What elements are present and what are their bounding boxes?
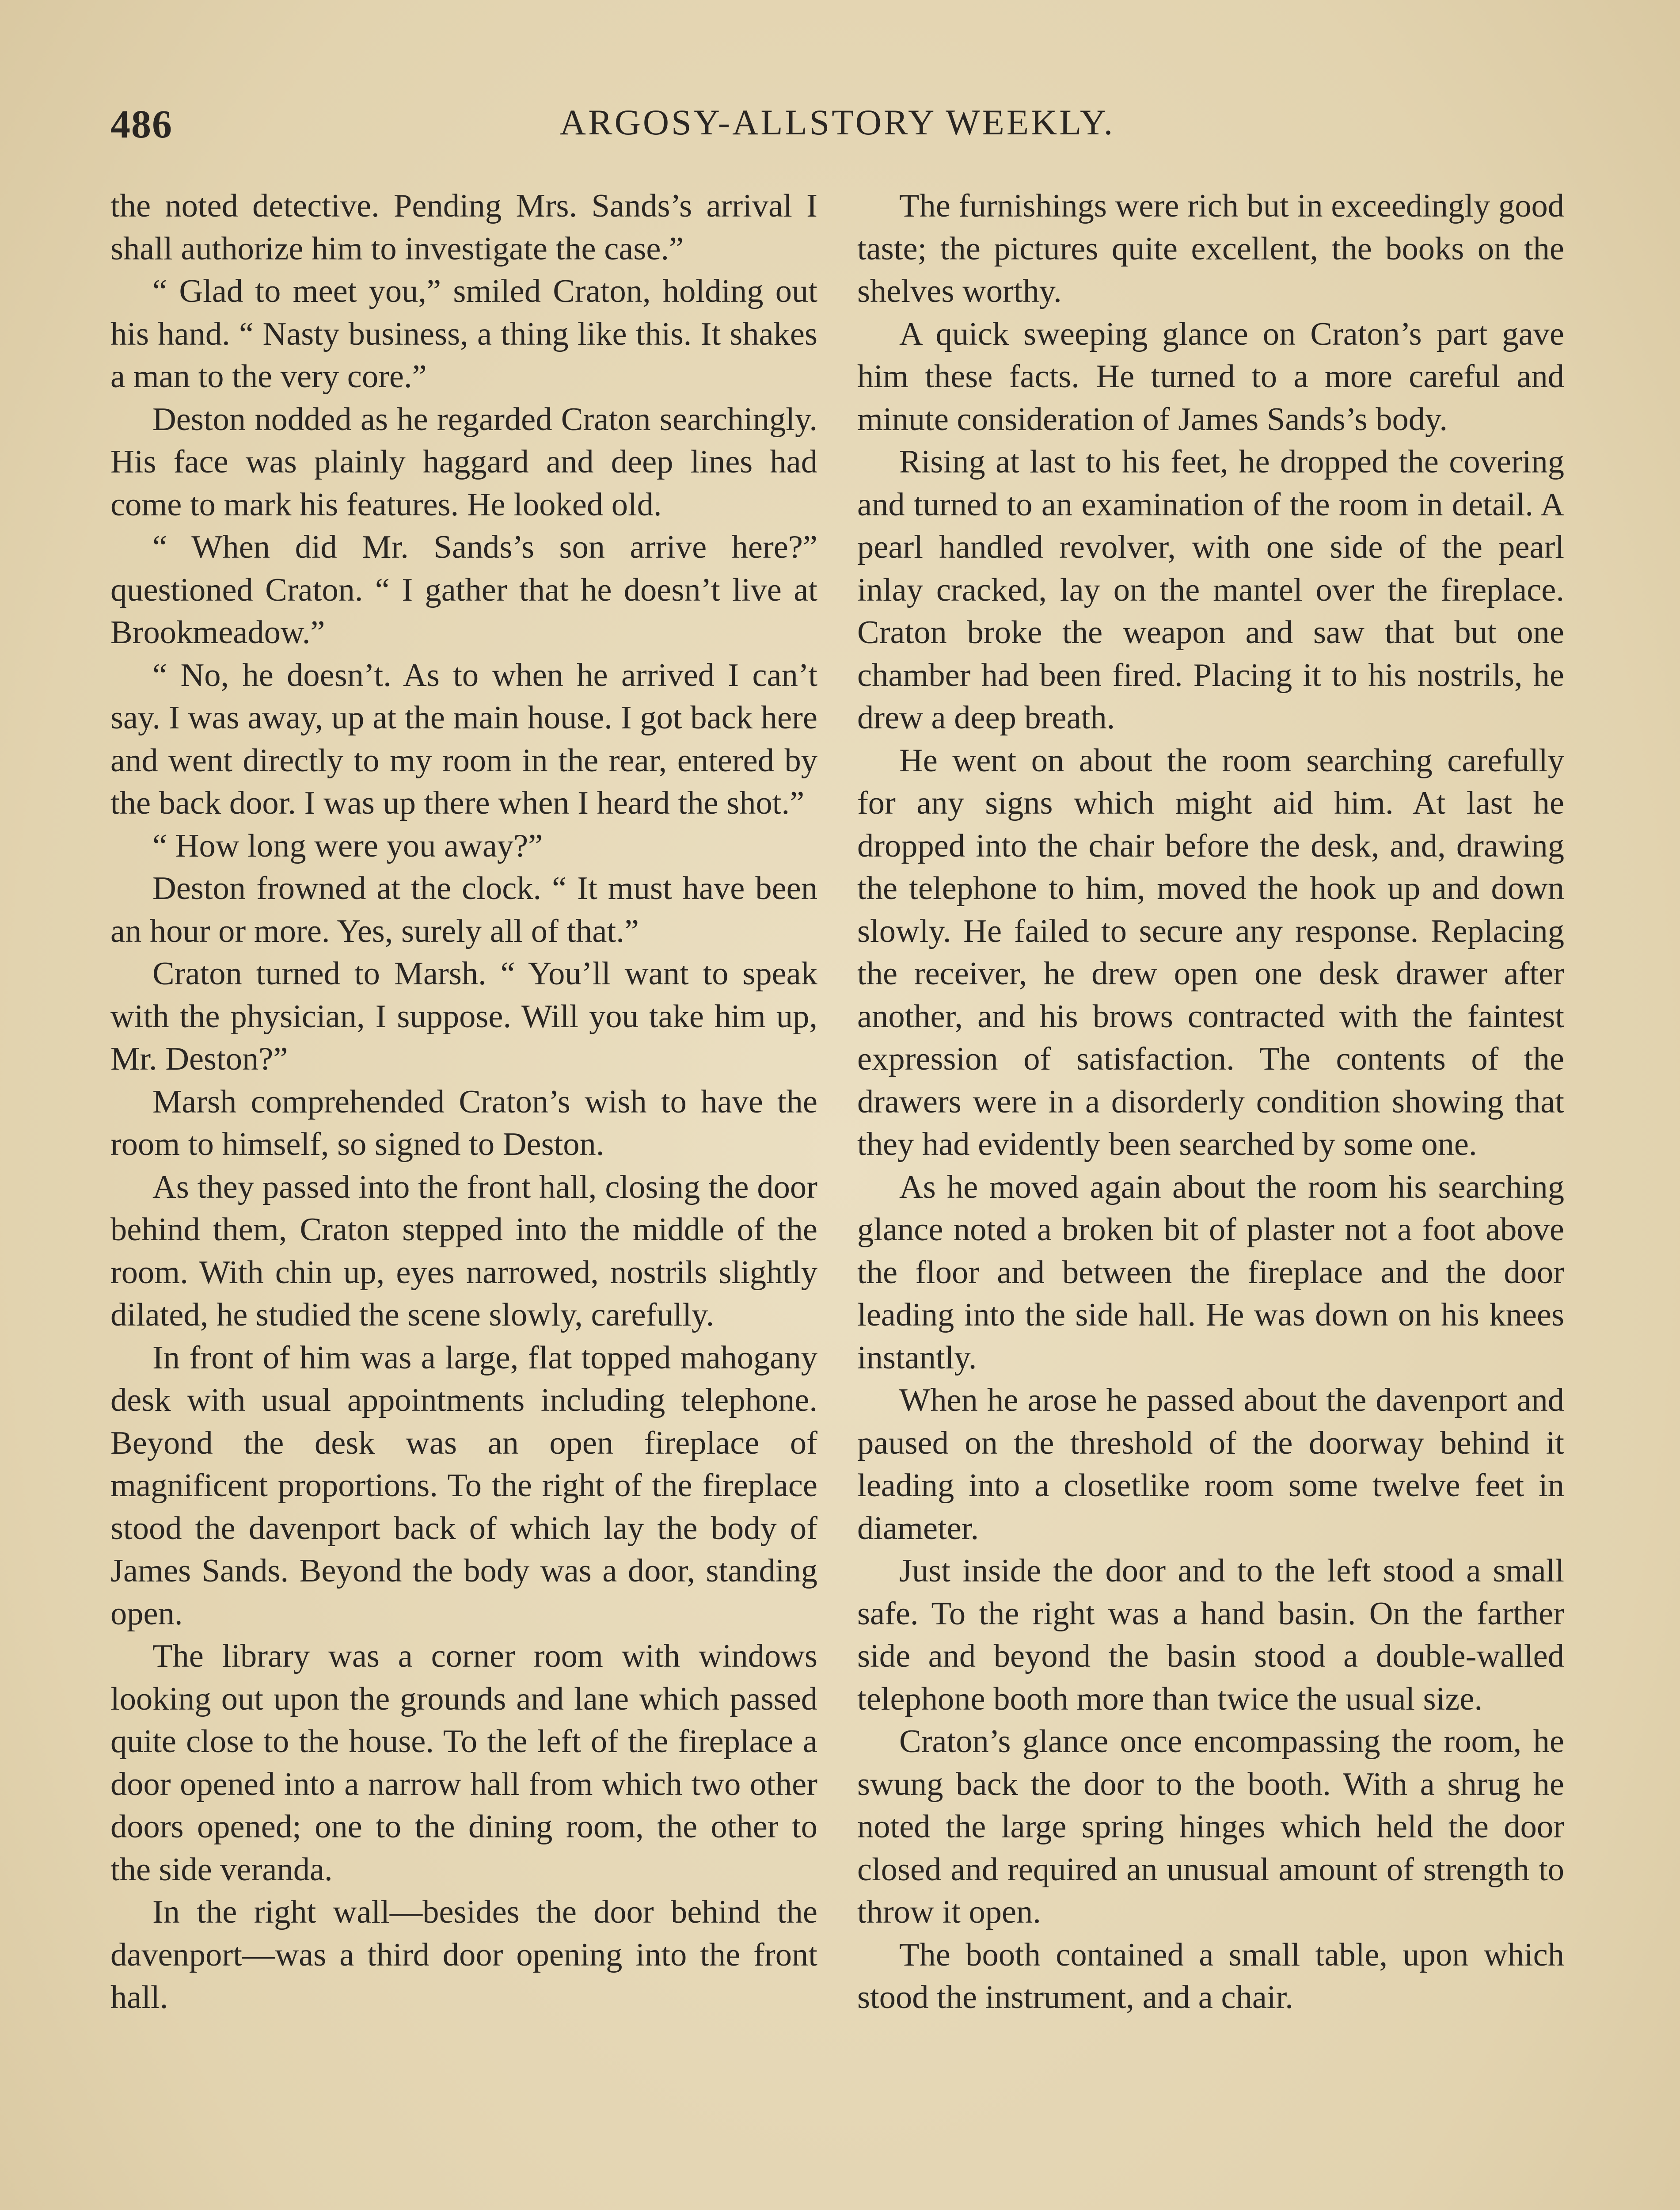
paragraph: The library was a corner room with windows looking out upon the grounds and lane which passed quite close to the house. To the left of the fireplace a door opened into a narrow hall from which two other doors opened; one to the dining room, the other to the side veranda.	[110, 1638, 817, 1888]
text-column-left	[110, 185, 817, 2210]
running-head: ARGOSY-ALLSTORY WEEKLY.	[559, 102, 1115, 142]
text-column-right	[857, 185, 1564, 2210]
paragraph: Deston nodded as he regarded Craton searchingly. His face was plainly haggard and deep lines had come to mark his features. He looked old.	[110, 401, 817, 523]
paragraph: In the right wall—besides the door behind the davenport—was a third door opening into the front hall.	[110, 1894, 817, 2016]
paragraph: A quick sweeping glance on Craton’s part gave him these facts. He turned to a more careful and minute consideration of James Sands’s body.	[857, 316, 1564, 438]
paragraph: the noted detective. Pending Mrs. Sands’s arrival I shall authorize him to investigate the case.”	[110, 188, 817, 267]
paragraph: Marsh comprehended Craton’s wish to have the room to himself, so signed to Deston.	[110, 1083, 817, 1162]
paragraph: Deston frowned at the clock. “ It must have been an hour or more. Yes, surely all of that.”	[110, 870, 817, 949]
paragraph: In front of him was a large, flat topped mahogany desk with usual appointments including telephone. Beyond the desk was an open fireplace of magnificent proportions. To the right of the fireplace stood the davenport back of which lay the body of James Sands. Beyond the body was a door, standing open.	[110, 1339, 817, 1632]
paragraph: “ Glad to meet you,” smiled Craton, holding out his hand. “ Nasty business, a thing like this. It shakes a man to the very core.”	[110, 273, 817, 395]
paragraph: As they passed into the front hall, closing the door behind them, Craton stepped into the middle of the room. With chin up, eyes narrowed, nostrils slightly dilated, he studied the scene slowly, carefully.	[110, 1169, 817, 1333]
paragraph: The booth contained a small table, upon which stood the instrument, and a chair.	[857, 1936, 1564, 2016]
paragraph: “ How long were you away?”	[152, 827, 543, 864]
paragraph: Craton turned to Marsh. “ You’ll want to speak with the physician, I suppose. Will you take him up, Mr. Deston?”	[110, 956, 817, 1077]
paragraph: When he arose he passed about the davenport and paused on the threshold of the doorway behind it leading into a closetlike room some twelve feet in diameter.	[857, 1382, 1564, 1547]
paragraph: Rising at last to his feet, he dropped the covering and turned to an examination of the room in detail. A pearl handled revolver, with one side of the pearl inlay cracked, lay on the mantel over the fireplace. Craton broke the weapon and saw that but one chamber had been fired. Placing it to his nostrils, he drew a deep breath.	[857, 444, 1564, 736]
paragraph: Just inside the door and to the left stood a small safe. To the right was a hand basin. On the farther side and beyond the basin stood a double-walled telephone booth more than twice the usual size.	[857, 1553, 1564, 1717]
paragraph: As he moved again about the room his searching glance noted a broken bit of plaster not a foot above the floor and between the fireplace and the door leading into the side hall. He was down on his knees instantly.	[857, 1169, 1564, 1376]
paragraph: “ When did Mr. Sands’s son arrive here?” questioned Craton. “ I gather that he doesn’t live at Brookmeadow.”	[110, 529, 817, 651]
paragraph: Craton’s glance once encompassing the room, he swung back the door to the booth. With a shrug he noted the large spring hinges which held the door closed and required an unusual amount of strength to throw it open.	[857, 1723, 1564, 1930]
page-number: 486	[110, 103, 173, 146]
paragraph: The furnishings were rich but in exceedingly good taste; the pictures quite excellent, the books on the shelves worthy.	[857, 188, 1564, 309]
page-header	[110, 102, 1564, 159]
paragraph: “ No, he doesn’t. As to when he arrived I can’t say. I was away, up at the main house. I got back here and went directly to my room in the rear, entered by the back door. I was up there when I heard the shot.”	[110, 657, 817, 821]
paragraph: He went on about the room searching carefully for any signs which might aid him. At last he dropped into the chair before the desk, and, drawing the telephone to him, moved the hook up and down slowly. He failed to secure any response. Replacing the receiver, he drew open one desk drawer after another, and his brows contracted with the faintest expression of satisfaction. The contents of the drawers were in a disorderly condition showing that they had evidently been searched by some one.	[857, 742, 1564, 1162]
